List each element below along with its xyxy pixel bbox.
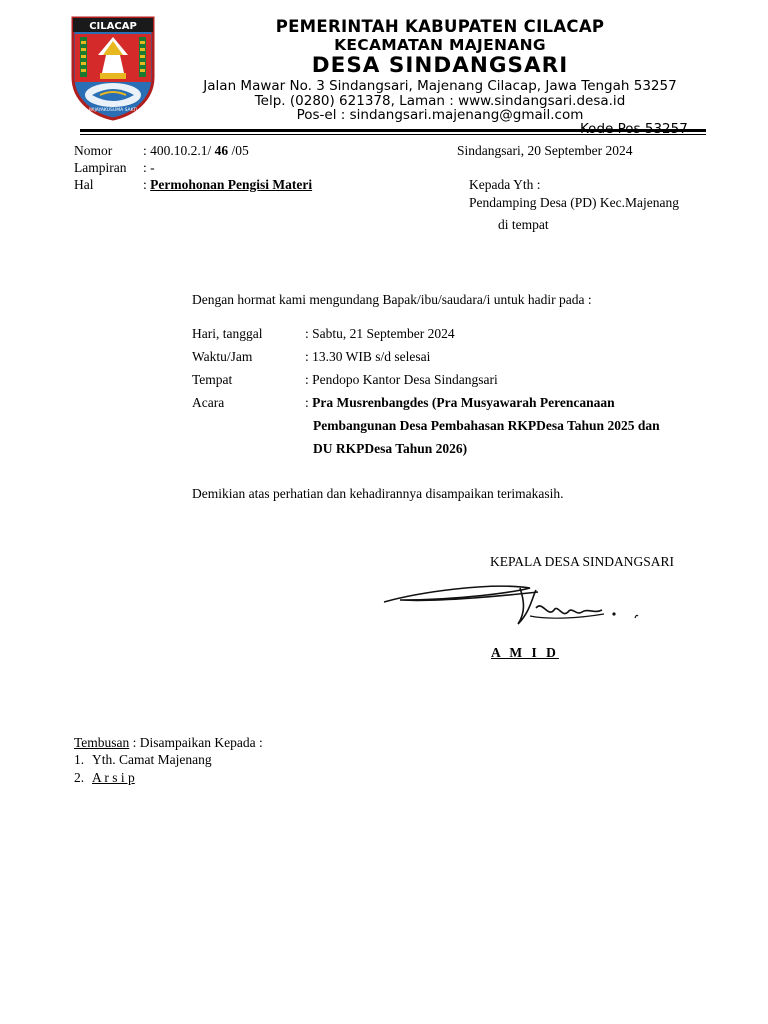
signatory-title: KEPALA DESA SINDANGSARI [490,554,675,569]
letterhead-thin-rule [80,134,706,135]
letterhead-thick-rule [80,129,706,132]
detail-label-time: Waktu/Jam [192,349,253,364]
cilacap-regency-logo [70,15,156,121]
detail-value-event-line1: : Pra Musrenbangdes (Pra Musyawarah Perencanaan [305,395,615,410]
recipient-place: di tempat [498,217,549,232]
letterhead-email: Pos-el : sindangsari.majenang@gmail.com [296,107,584,123]
tembusan-heading: Tembusan : Disampaikan Kepada : [74,735,263,750]
tembusan-item-1-number: 1. [74,752,85,767]
letterhead-phone-website: Telp. (0280) 621378, Laman : www.sindangsari.desa.id [254,93,626,109]
opening-paragraph: Dengan hormat kami mengundang Bapak/ibu/saudara/i untuk hadir pada : [192,292,592,307]
letterhead-village: DESA SINDANGSARI [311,53,569,78]
detail-value-place: : Pendopo Kantor Desa Sindangsari [305,372,498,387]
detail-value-time: : 13.30 WIB s/d selesai [305,349,431,364]
hal-label: Hal [74,177,94,192]
tembusan-item-1: Yth. Camat Majenang [92,752,212,767]
closing-paragraph: Demikian atas perhatian dan kehadirannya disampaikan terimakasih. [192,486,564,501]
hal-value: : Permohonan Pengisi Materi [143,177,313,192]
signatory-name: A M I D [491,645,559,660]
detail-value-event-line3: DU RKPDesa Tahun 2026) [313,441,468,456]
recipient-name: Pendamping Desa (PD) Kec.Majenang [469,195,679,210]
tembusan-item-2-number: 2. [74,770,85,785]
letterhead-district: KECAMATAN MAJENANG [334,36,546,54]
letter-date: Sindangsari, 20 September 2024 [457,143,633,158]
lampiran-label: Lampiran [74,160,127,175]
logo-band-text: WIJAYAKUSUMA SAKTI [88,108,138,113]
lampiran-value: : - [143,160,155,175]
detail-label-day: Hari, tanggal [192,326,263,341]
logo-text: CILACAP [89,21,137,32]
nomor-value: : 400.10.2.1/ 46 /05 [143,143,249,158]
letterhead-government: PEMERINTAH KABUPATEN CILACAP [275,17,605,36]
recipient-intro: Kepada Yth : [469,177,541,192]
detail-value-day: : Sabtu, 21 September 2024 [305,326,455,341]
detail-value-event-line2: Pembangunan Desa Pembahasan RKPDesa Tahun 2025 dan [313,418,660,433]
letterhead-address: Jalan Mawar No. 3 Sindangsari, Majenang Cilacap, Jawa Tengah 53257 [203,78,677,94]
detail-label-event: Acara [192,395,225,410]
handwritten-signature [380,578,640,632]
detail-label-place: Tempat [192,372,233,387]
nomor-label: Nomor [74,143,113,158]
tembusan-item-2: A r s i p [92,770,135,785]
